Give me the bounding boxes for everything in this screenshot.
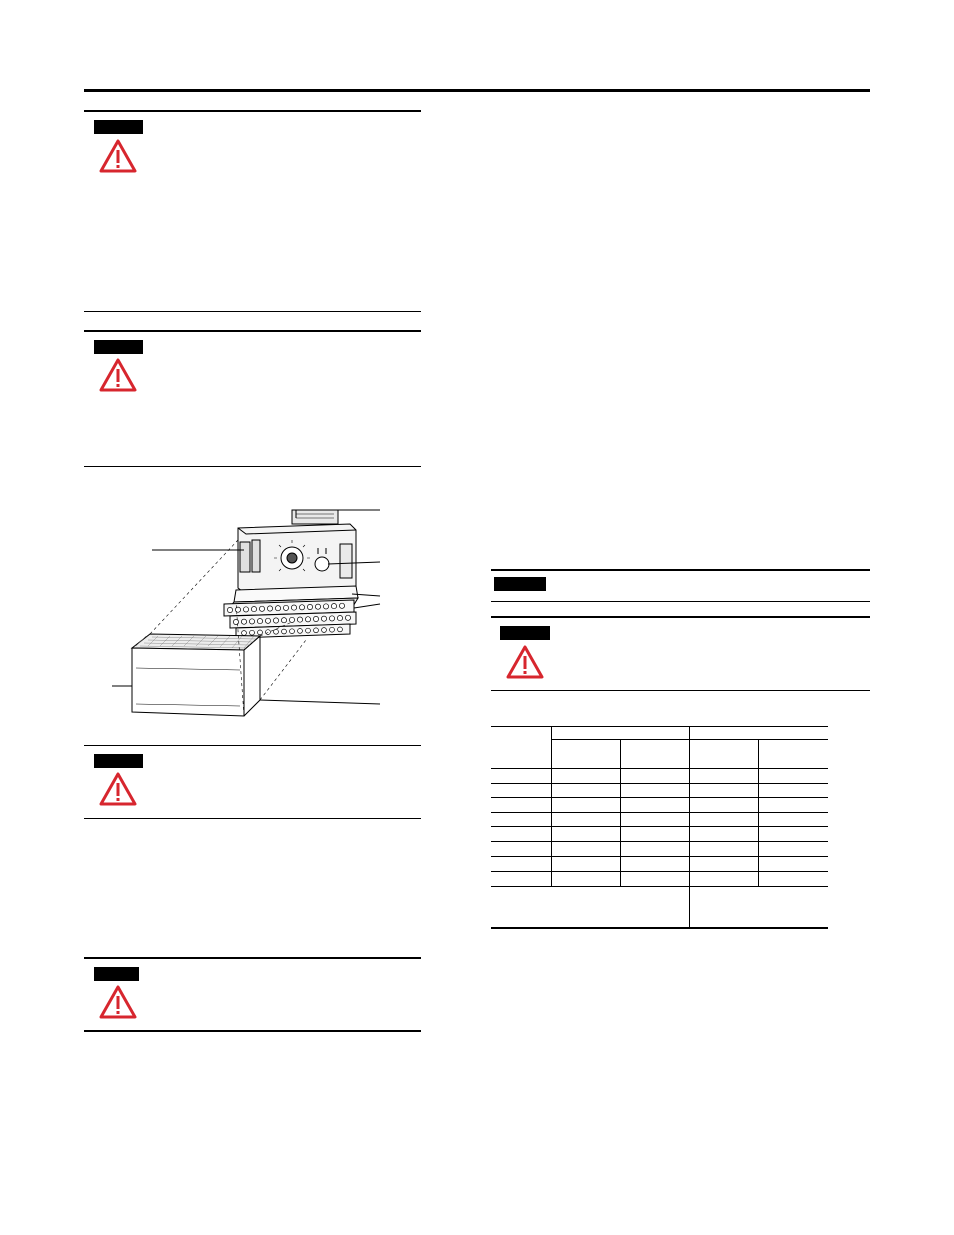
warning-2-top-rule xyxy=(84,330,421,332)
table-row xyxy=(491,797,828,798)
warning-2-bottom-rule xyxy=(84,466,421,467)
warning-triangle-icon xyxy=(99,139,137,173)
warning-5-bottom-rule xyxy=(491,690,870,691)
table-row xyxy=(491,812,828,813)
warning-4-top-rule xyxy=(84,957,421,959)
table-col-divider xyxy=(758,739,759,886)
table-bottom-rule xyxy=(491,927,828,929)
callout-line-right-4 xyxy=(260,700,380,704)
spec-table xyxy=(491,726,828,929)
table-top-rule xyxy=(491,726,828,727)
top-rule xyxy=(84,89,870,92)
warning-4-bottom-rule xyxy=(84,1030,421,1032)
warning-triangle-icon xyxy=(99,985,137,1019)
table-row xyxy=(491,783,828,784)
table-row xyxy=(491,871,828,872)
table-header-rule xyxy=(491,768,828,769)
important-bottom-rule xyxy=(491,601,870,602)
warning-3-bottom-rule xyxy=(84,818,421,819)
warning-3-badge xyxy=(94,754,143,768)
warning-5-top-rule xyxy=(491,616,870,618)
warning-1-badge xyxy=(94,120,143,134)
important-top-rule xyxy=(491,569,870,571)
warning-1-bottom-rule xyxy=(84,311,421,312)
warning-3-top-rule xyxy=(84,745,421,746)
warning-2-badge xyxy=(94,340,143,354)
warning-triangle-icon xyxy=(99,772,137,806)
warning-triangle-icon xyxy=(99,358,137,392)
table-col-divider xyxy=(551,726,552,886)
table-row xyxy=(491,826,828,827)
table-row xyxy=(491,841,828,842)
important-badge xyxy=(494,577,546,591)
table-row xyxy=(491,856,828,857)
warning-5-badge xyxy=(500,626,550,640)
callout-line-right-3 xyxy=(354,604,380,608)
table-col-divider xyxy=(689,726,690,929)
warning-triangle-icon xyxy=(506,645,544,679)
warning-4-badge xyxy=(94,967,139,981)
table-row xyxy=(491,886,828,887)
table-col-divider xyxy=(620,739,621,886)
table-group-rule xyxy=(552,739,828,740)
terminal-base-figure xyxy=(84,490,424,730)
warning-1-top-rule xyxy=(84,110,421,112)
